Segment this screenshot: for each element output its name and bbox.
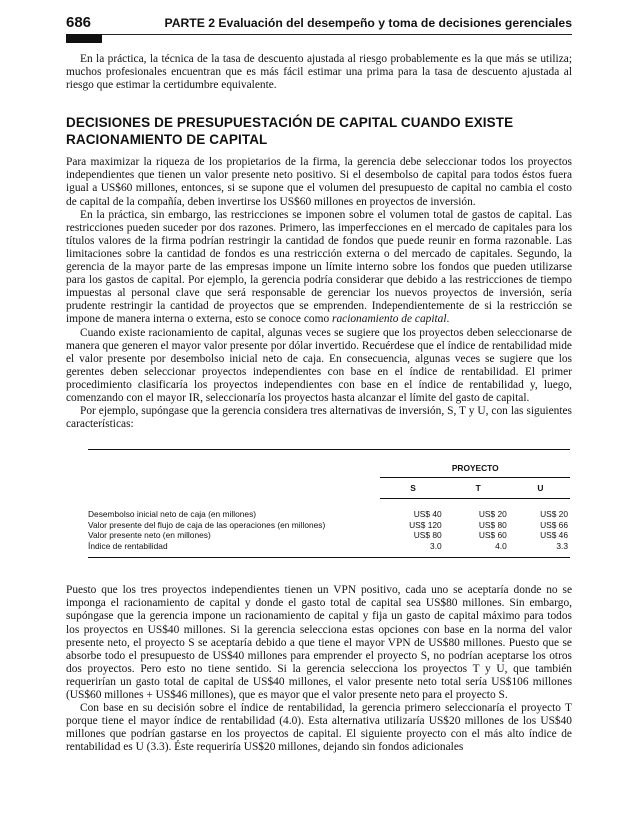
row-label: Valor presente neto (en millones): [88, 530, 211, 541]
row-label: Índice de rentabilidad: [88, 540, 168, 551]
paragraph-6: Con base en su decisión sobre el índice de rentabilidad, la gerencia primero seleccionaría el proyecto T porque tiene el mayor índice de rentabilidad (4.0). Esta alternativa utilizaría US$20 millones de los US$40 millones que podrían gastarse en los proyectos de capital. El siguiente proyecto con el más alto índice de rentabilidad es U (3.3). Éste requeriría US$20 millones, dejando sin fondos adicionales: [66, 702, 572, 754]
cell-t: US$ 60: [478, 530, 507, 541]
cell-u: US$ 46: [540, 530, 568, 541]
row-label: Valor presente del flujo de caja de las operaciones (en millones): [88, 519, 326, 530]
paragraph-2: [66, 209, 572, 327]
paragraph-2-text: En la práctica, sin embargo, las restricciones se imponen sobre el volumen total de gastos de capital. Las restricciones pueden suceder por dos razones. Primero, las imperfecciones en el mercado de capitales para los títulos valores de la firma podrían restringir la cantidad de fondos que puede reunir en forma razonable. Las limitaciones sobre la cantidad de fondos es una restricción externa o del mercado de capitales. Segundo, la gerencia de la mayor parte de las empresas impone un límite interno sobre los fondos que pueden utilizarse para los gastos de capital. Por ejemplo, la gerencia podría considerar que debido a las restricciones de tiempo impuestas al personal clave que será responsable de gerenciar los nuevos proyectos de inversión, sería prudente restringir la cantidad de proyectos que se emprenden. Independientemente de si la restricción se impone de manera interna o externa, esto se conoce como: [66, 208, 572, 326]
paragraph-4: Por ejemplo, supóngase que la gerencia considera tres alternativas de inversión, S, T y U, con las siguientes características:: [66, 405, 572, 431]
cell-t: US$ 80: [478, 519, 507, 530]
header-rule: [66, 34, 572, 44]
paragraph-5: Puesto que los tres proyectos independientes tienen un VPN positivo, cada uno se aceptaría donde no se imponga el racionamiento de capital y donde el gasto total de capital sea US$80 millones. Sin embargo, supóngase que la gerencia impone un racionamiento de capital y fija un gasto de capital máximo para todos los proyectos en US$40 millones. Si la gerencia selecciona estas opciones con base en la norma del valor presente neto, el proyecto S se aceptaría debido a que tiene el mayor VPN de US$80 millones. Puesto que se absorbe todo el presupuesto de US$40 millones para emprender el proyecto S, no podrían aceptarse los otros dos proyectos. Pero esto no tiene sentido. Si la gerencia selecciona los proyectos T y U, que también requerirían un gasto total de capital de US$40 millones, el valor presente neto total sería US$106 millones (US$60 millones + US$46 millones), que es mayor que el valor presente neto para el proyecto S.: [66, 584, 572, 701]
row-label: Desembolso inicial neto de caja (en millones): [88, 509, 257, 520]
cell-s: US$ 120: [409, 519, 442, 530]
cell-s: US$ 40: [413, 509, 442, 520]
page-header: [66, 14, 572, 31]
cell-t: 4.0: [495, 540, 507, 551]
table-row: [88, 509, 570, 520]
column-header-u: U: [511, 478, 570, 499]
table-row: [88, 530, 570, 541]
paragraph-3: Cuando existe racionamiento de capital, algunas veces se sugiere que los proyectos deben seleccionarse de manera que generen el mayor valor presente por dólar invertido. Recuérdese que el índice de rentabilidad mide el valor presente por desembolso inicial neto de caja. En consecuencia, algunas veces se sugiere que los gerentes deben seleccionar proyectos independientes con base en el índice de rentabilidad. El primer procedimiento clasificaría los proyectos independientes con base en el índice de rentabilidad y, luego, comenzando con el mayor IR, seleccionaría los proyectos hasta alcanzar el límite del gasto de capital.: [66, 326, 572, 404]
table-row: [88, 520, 570, 531]
column-header-s: S: [380, 478, 445, 499]
cell-u: US$ 20: [540, 509, 568, 520]
paragraph-1: Para maximizar la riqueza de los propietarios de la firma, la gerencia debe seleccionar todos los proyectos independientes que tienen un valor presente neto positivo. Si el desembolso de capital para todos éstos fuera igual a US$60 millones, entonces, si se supone que el volumen del presupuesto de capital no cambia el costo de capital de la compañía, deben invertirse los US$60 millones en proyectos de inversión.: [66, 156, 572, 208]
table-row: [88, 541, 570, 552]
running-title: PARTE 2 Evaluación del desempeño y toma de decisiones gerenciales: [164, 16, 572, 30]
group-header: PROYECTO: [380, 459, 570, 478]
section-title: DECISIONES DE PRESUPUESTACIÓN DE CAPITAL CUANDO EXISTE RACIONAMIENTO DE CAPITAL: [66, 115, 514, 148]
key-term: racionamiento de capital: [332, 313, 447, 326]
cell-s: 3.0: [430, 540, 442, 551]
cell-u: US$ 66: [540, 519, 568, 530]
column-header-t: T: [446, 478, 511, 499]
cell-s: US$ 80: [413, 530, 442, 541]
page-number: 686: [66, 14, 92, 31]
paragraph-2-end: .: [446, 313, 450, 326]
header-bar: [66, 34, 102, 43]
cell-t: US$ 20: [478, 509, 507, 520]
cell-u: 3.3: [556, 540, 568, 551]
projects-table: [88, 449, 570, 558]
intro-paragraph: En la práctica, la técnica de la tasa de descuento ajustada al riesgo probablemente es la que más se utiliza; muchos profesionales encuentran que es más fácil estimar una prima para la tasa de descuento ajustada al riesgo que estimar la certidumbre equivalente.: [66, 53, 572, 92]
header-line: [66, 34, 572, 35]
